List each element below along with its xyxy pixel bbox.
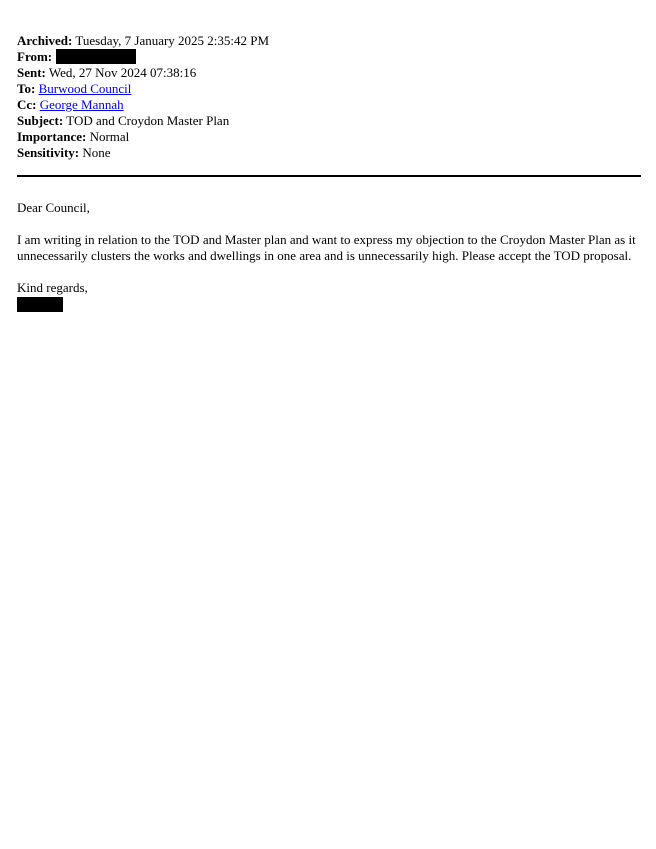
sent-line [17,65,641,81]
archived-value: Tuesday, 7 January 2025 2:35:42 PM [75,33,270,48]
cc-recipient-link[interactable]: George Mannah [39,97,124,112]
cc-line [17,97,641,113]
archived-label: Archived: [17,33,73,48]
sent-label: Sent: [17,65,46,80]
subject-label: Subject: [17,113,64,128]
email-body [17,200,641,312]
signature-redaction [17,297,63,312]
archived-line [17,33,641,49]
sensitivity-line [17,145,641,161]
importance-line [17,129,641,145]
greeting: Dear Council, [17,200,90,215]
from-redaction [56,49,136,64]
to-line [17,81,641,97]
sensitivity-value: None [82,145,111,160]
sent-value: Wed, 27 Nov 2024 07:38:16 [48,65,197,80]
email-document [17,33,641,295]
closing: Kind regards, [17,280,88,295]
header-divider [17,175,641,177]
to-label: To: [17,81,36,96]
importance-value: Normal [89,129,130,144]
cc-label: Cc: [17,97,37,112]
from-label: From: [17,49,53,64]
message-paragraph: I am writing in relation to the TOD and Master plan and want to express my objection to the Croydon Master Plan as it unnecessarily clusters the works and dwellings in one area and is unnecessarily high. Please accept the TOD proposal. [17,232,636,263]
from-line [17,49,641,65]
subject-value: TOD and Croydon Master Plan [66,113,230,128]
to-recipient-link[interactable]: Burwood Council [38,81,132,96]
subject-line [17,113,641,129]
sensitivity-label: Sensitivity: [17,145,80,160]
importance-label: Importance: [17,129,87,144]
